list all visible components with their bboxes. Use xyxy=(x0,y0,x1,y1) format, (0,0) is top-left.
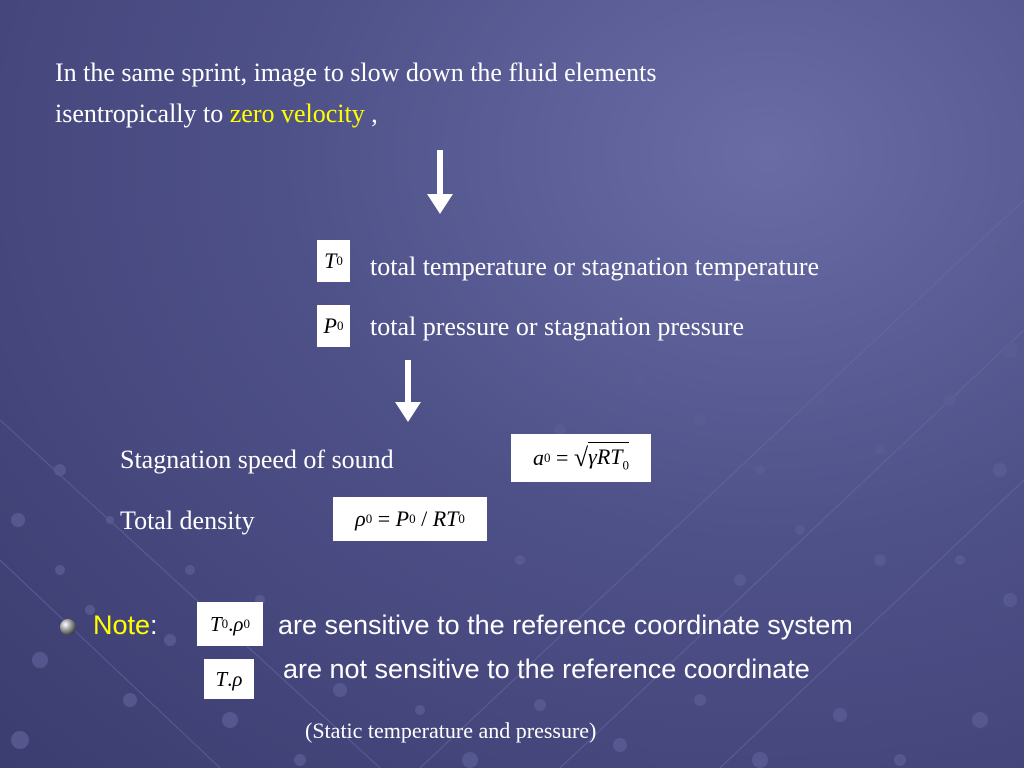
total-density-label: Total density xyxy=(120,506,255,535)
p0-subscript: 0 xyxy=(336,318,344,333)
note-label: Note: xyxy=(93,610,158,640)
intro-line-2-prefix: isentropically to xyxy=(55,99,230,128)
stagnation-speed-formula: a 0 = √ γRT$_0$ xyxy=(511,434,651,482)
t0-rho0-symbol-box: T 0 . ρ 0 xyxy=(197,602,263,646)
t-rho-symbol-box: T . ρ xyxy=(204,659,254,699)
t0-symbol: T xyxy=(324,248,337,273)
p0-symbol-box xyxy=(317,305,350,347)
intro-line-2-suffix: , xyxy=(364,99,378,128)
note-sensitive-text: are sensitive to the reference coordinate system xyxy=(278,610,853,640)
total-density-formula: ρ 0 = P 0 / RT 0 xyxy=(333,497,487,541)
down-arrow-icon xyxy=(425,150,455,216)
bullet-sphere-icon xyxy=(58,617,78,637)
down-arrow-icon xyxy=(393,360,423,424)
intro-line-2 xyxy=(55,99,378,129)
total-temperature-label: total temperature or stagnation temperature xyxy=(370,252,820,281)
stagnation-speed-label: Stagnation speed of sound xyxy=(120,445,394,474)
intro-line-1: In the same sprint, image to slow down the fluid elements xyxy=(55,58,657,87)
t0-symbol-box xyxy=(317,240,350,282)
footnote: (Static temperature and pressure) xyxy=(305,718,597,743)
note-not-sensitive-text: are not sensitive to the reference coordinate xyxy=(283,654,810,684)
zero-velocity-highlight: zero velocity xyxy=(229,99,365,128)
total-pressure-label: total pressure or stagnation pressure xyxy=(370,312,745,341)
p0-symbol: P xyxy=(323,313,337,338)
t0-subscript: 0 xyxy=(336,253,343,268)
